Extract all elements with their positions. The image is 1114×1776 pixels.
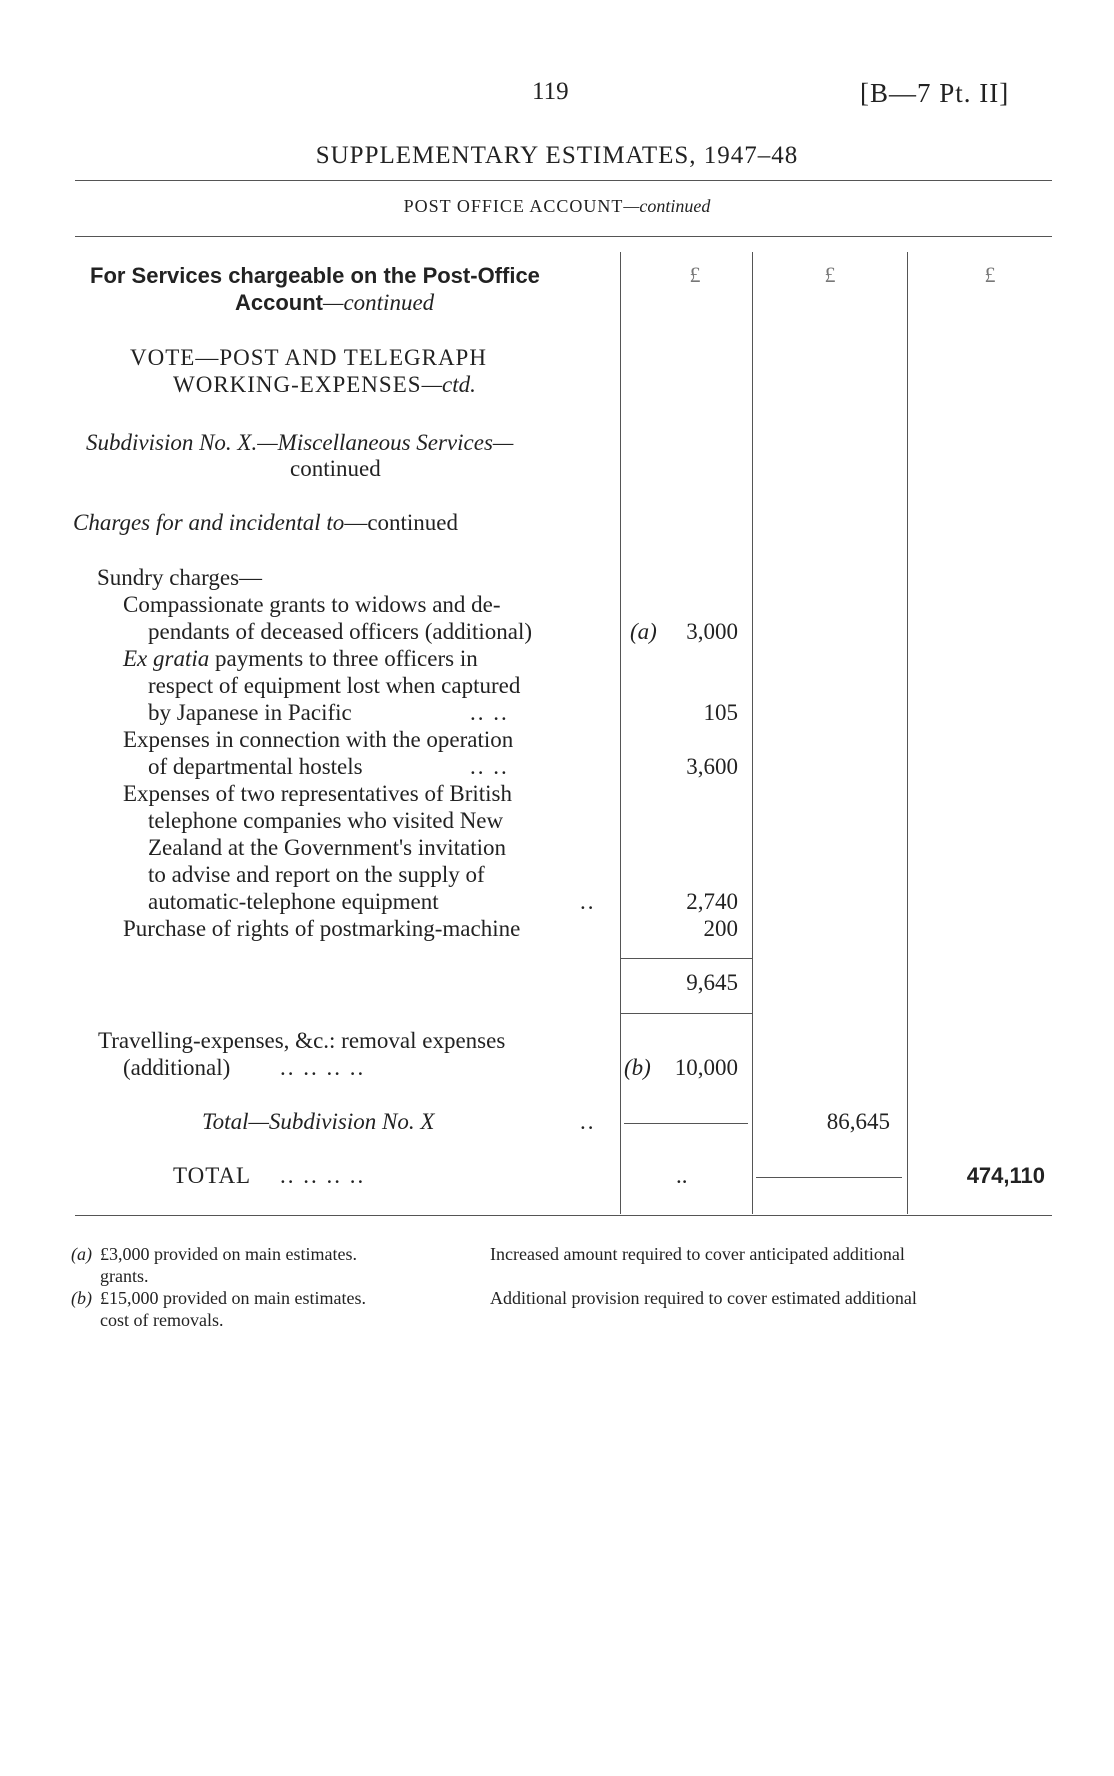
grand-total-amount: 474,110 bbox=[966, 1163, 1045, 1188]
representatives-line1: Expenses of two representatives of British bbox=[123, 781, 512, 806]
subdivision-total-label: Total—Subdivision No. X bbox=[202, 1109, 435, 1134]
ex-gratia-amount: 105 bbox=[703, 700, 738, 725]
hostels-leaders: .. .. bbox=[470, 754, 509, 779]
subdivision-total-amount: 86,645 bbox=[826, 1109, 890, 1134]
section-heading-continued: Account—continued bbox=[235, 290, 435, 315]
subdivision-continued: continued bbox=[290, 456, 381, 481]
footnote-a-continued: grants. bbox=[100, 1266, 149, 1286]
compassionate-line1: Compassionate grants to widows and de- bbox=[123, 592, 501, 617]
ex-gratia-line2: respect of equipment lost when captured bbox=[148, 673, 521, 698]
footnote-a-right: Increased amount required to cover anticipated additional bbox=[490, 1244, 905, 1264]
travelling-note: (b) bbox=[624, 1055, 651, 1080]
currency-header-col3: £ bbox=[984, 262, 996, 287]
postmarking-amount: 200 bbox=[703, 916, 738, 941]
representatives-line3: Zealand at the Government's invitation bbox=[148, 835, 506, 860]
page-number: 119 bbox=[532, 78, 569, 105]
column-divider-3 bbox=[907, 252, 908, 1214]
footnote-b-left: £15,000 provided on main estimates. bbox=[100, 1288, 366, 1308]
grand-total-leaders: .. .. .. .. bbox=[280, 1163, 366, 1188]
postmarking-line1: Purchase of rights of postmarking-machine bbox=[123, 916, 521, 941]
subdivision-total-leaders: .. bbox=[580, 1109, 596, 1134]
sundry-subtotal: 9,645 bbox=[686, 970, 738, 995]
sundry-charges-label: Sundry charges— bbox=[97, 565, 263, 590]
hostels-line1: Expenses in connection with the operation bbox=[123, 727, 514, 752]
travelling-amount: 10,000 bbox=[674, 1055, 738, 1080]
subdivision-heading: Subdivision No. X.—Miscellaneous Services— bbox=[86, 430, 514, 455]
footnote-b-mark: (b) bbox=[71, 1288, 92, 1308]
representatives-leaders: .. bbox=[580, 889, 596, 914]
subtotal-rule-top bbox=[620, 958, 752, 959]
grand-total-col1: .. bbox=[676, 1163, 688, 1188]
charges-heading: Charges for and incidental to—continued bbox=[73, 510, 459, 535]
subdivision-total-rule bbox=[624, 1123, 748, 1124]
travelling-line2: (additional) bbox=[123, 1055, 231, 1080]
currency-header-col2: £ bbox=[824, 262, 836, 287]
document-reference: [B—7 Pt. II] bbox=[860, 78, 1010, 108]
representatives-line2: telephone companies who visited New bbox=[148, 808, 504, 833]
ex-gratia-line1: Ex gratia payments to three officers in bbox=[123, 646, 478, 671]
travelling-line1: Travelling-expenses, &c.: removal expenses bbox=[98, 1028, 506, 1053]
hostels-line2: of departmental hostels bbox=[148, 754, 363, 779]
representatives-line4: to advise and report on the supply of bbox=[148, 862, 485, 887]
hostels-amount: 3,600 bbox=[686, 754, 738, 779]
grand-total-rule bbox=[756, 1177, 902, 1178]
section-heading: For Services chargeable on the Post-Office bbox=[90, 263, 540, 288]
header-rule bbox=[75, 236, 1052, 237]
footnote-b-continued: cost of removals. bbox=[100, 1310, 224, 1330]
vote-heading-line2: WORKING-EXPENSES—ctd. bbox=[173, 372, 476, 397]
footnote-a-mark: (a) bbox=[71, 1244, 92, 1264]
compassionate-amount: 3,000 bbox=[686, 619, 738, 644]
compassionate-note: (a) bbox=[630, 619, 657, 644]
representatives-amount: 2,740 bbox=[686, 889, 738, 914]
subtotal-rule-bottom bbox=[620, 1013, 752, 1014]
column-divider-2 bbox=[752, 252, 753, 1214]
page-title: SUPPLEMENTARY ESTIMATES, 1947–48 bbox=[315, 142, 799, 169]
representatives-line5: automatic-telephone equipment bbox=[148, 889, 439, 914]
title-rule bbox=[75, 180, 1052, 181]
vote-heading-line1: VOTE—POST AND TELEGRAPH bbox=[130, 345, 487, 370]
ex-gratia-leaders: .. .. bbox=[470, 700, 509, 725]
footnote-a-left: £3,000 provided on main estimates. bbox=[100, 1244, 357, 1264]
ex-gratia-line3: by Japanese in Pacific bbox=[148, 700, 352, 725]
account-subheading: POST OFFICE ACCOUNT—continued bbox=[403, 196, 711, 216]
travelling-leaders: .. .. .. .. bbox=[280, 1055, 366, 1080]
currency-header-col1: £ bbox=[689, 262, 701, 287]
column-divider-1 bbox=[620, 252, 621, 1214]
grand-total-label: TOTAL bbox=[173, 1163, 252, 1188]
table-bottom-rule bbox=[75, 1215, 1052, 1216]
footnote-b-right: Additional provision required to cover estimated additional bbox=[490, 1288, 917, 1308]
compassionate-line2: pendants of deceased officers (additional) bbox=[148, 619, 533, 644]
